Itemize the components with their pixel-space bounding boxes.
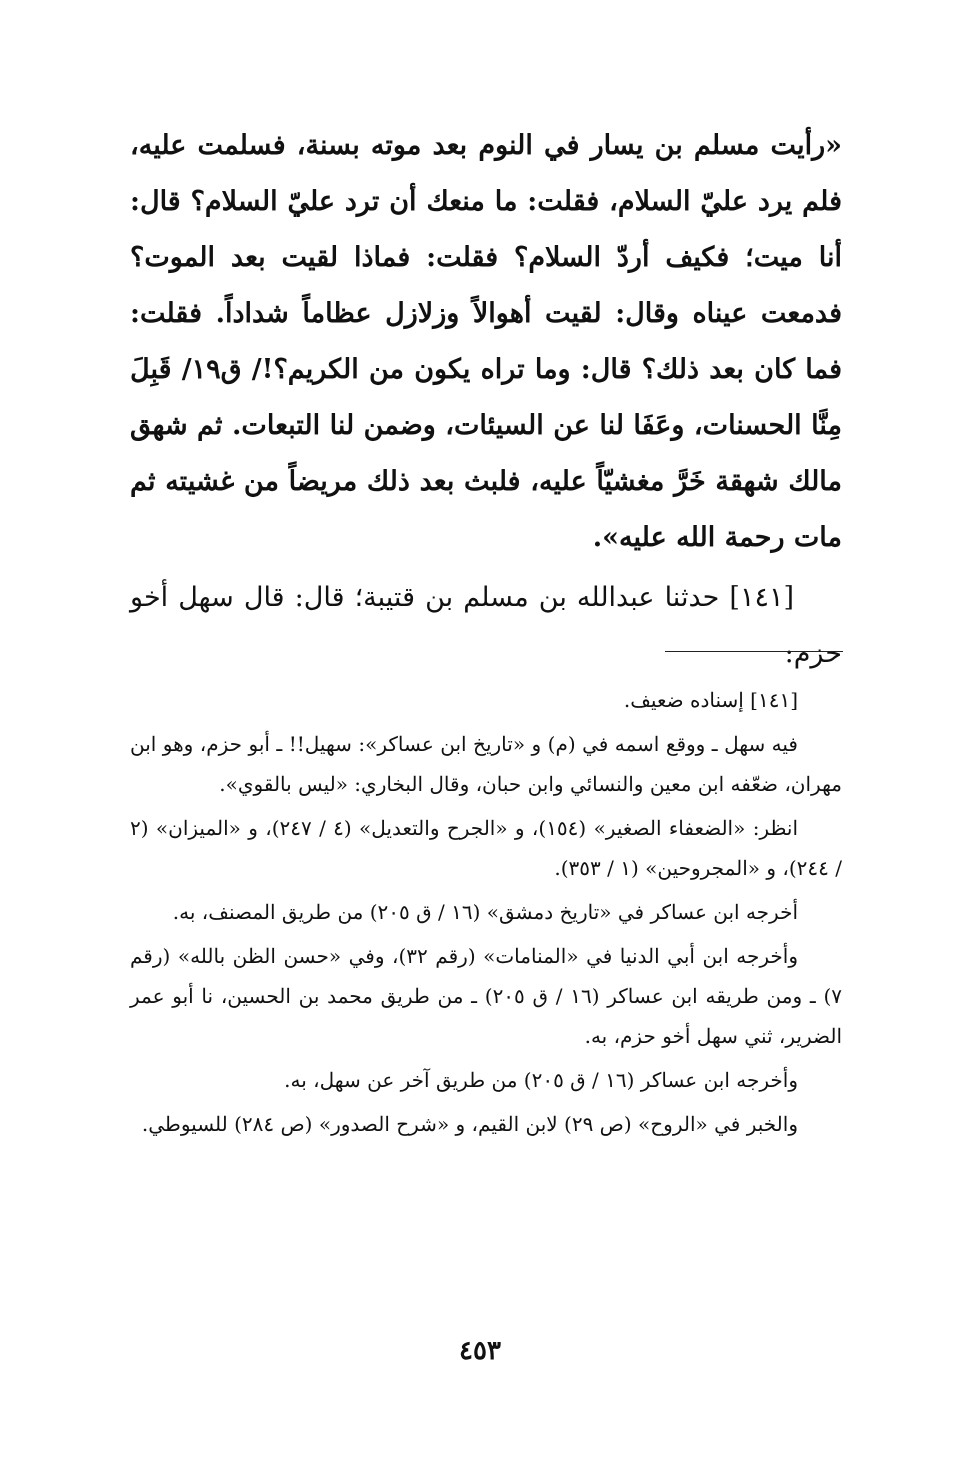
page-number: ٤٥٣ <box>459 1336 501 1366</box>
footnote-paragraph: فيه سهل ـ ووقع اسمه في (م) و «تاريخ ابن عساكر»: سهيل!! ـ أبو حزم، وهو ابن مهران، ضعّفه ابن معين والنسائي وابن حبان، وقال البخاري: «ليس بالقوي». <box>130 732 842 796</box>
footnotes <box>130 680 842 1148</box>
main-paragraph-narration: [١٤١] حدثنا عبدالله بن مسلم بن قتيبة؛ قال: قال سهل أخو حزم: <box>130 582 842 669</box>
footnote-paragraph: أخرجه ابن عساكر في «تاريخ دمشق» (١٦ / ق ٢٠٥) من طريق المصنف، به. <box>172 900 798 924</box>
footnote-paragraph: والخبر في «الروح» (ص ٢٩) لابن القيم، و «شرح الصدور» (ص ٢٨٤) للسيوطي. <box>141 1112 798 1136</box>
footnote-paragraph: وأخرجه ابن عساكر (١٦ / ق ٢٠٥) من طريق آخر عن سهل، به. <box>284 1068 798 1092</box>
main-paragraph-quote: «رأيت مسلم بن يسار في النوم بعد موته بسنة، فسلمت عليه، فلم يرد عليّ السلام، فقلت: ما منعك أن ترد عليّ السلام؟ قال: أنا ميت؛ فكيف أردّ السلام؟ فقلت: فماذا لقيت بعد الموت؟ فدمعت عيناه وقال: لقيت أهوالاً وزلازل عظاماً شداداً. فقلت: فما كان بعد ذلك؟ قال: وما تراه يكون من الكريم؟!/ ق١٩/ قَبِلَ مِنَّا الحسنات، وعَفَا لنا عن السيئات، وضمن لنا التبعات. ثم شهق مالك شهقة خَرَّ مغشيّاً عليه، فلبث بعد ذلك مريضاً من غشيته ثم مات رحمة الله عليه». <box>130 130 842 553</box>
footnote-separator <box>665 651 843 652</box>
footnote-heading: [١٤١] إسناده ضعيف. <box>623 688 798 712</box>
footnote-paragraph: انظر: «الضعفاء الصغير» (١٥٤)، و «الجرح والتعديل» (٤ / ٢٤٧)، و «الميزان» (٢ / ٢٤٤)، و «المجروحين» (١ / ٣٥٣). <box>130 816 842 880</box>
main-text <box>130 118 842 682</box>
footnote-paragraph: وأخرجه ابن أبي الدنيا في «المنامات» (رقم ٣٢)، وفي «حسن الظن بالله» (رقم ٧) ـ ومن طريقه ابن عساكر (١٦ / ق ٢٠٥) ـ من طريق محمد بن الحسين، نا أبو عمر الضرير، ثني سهل أخو حزم، به. <box>130 944 843 1048</box>
